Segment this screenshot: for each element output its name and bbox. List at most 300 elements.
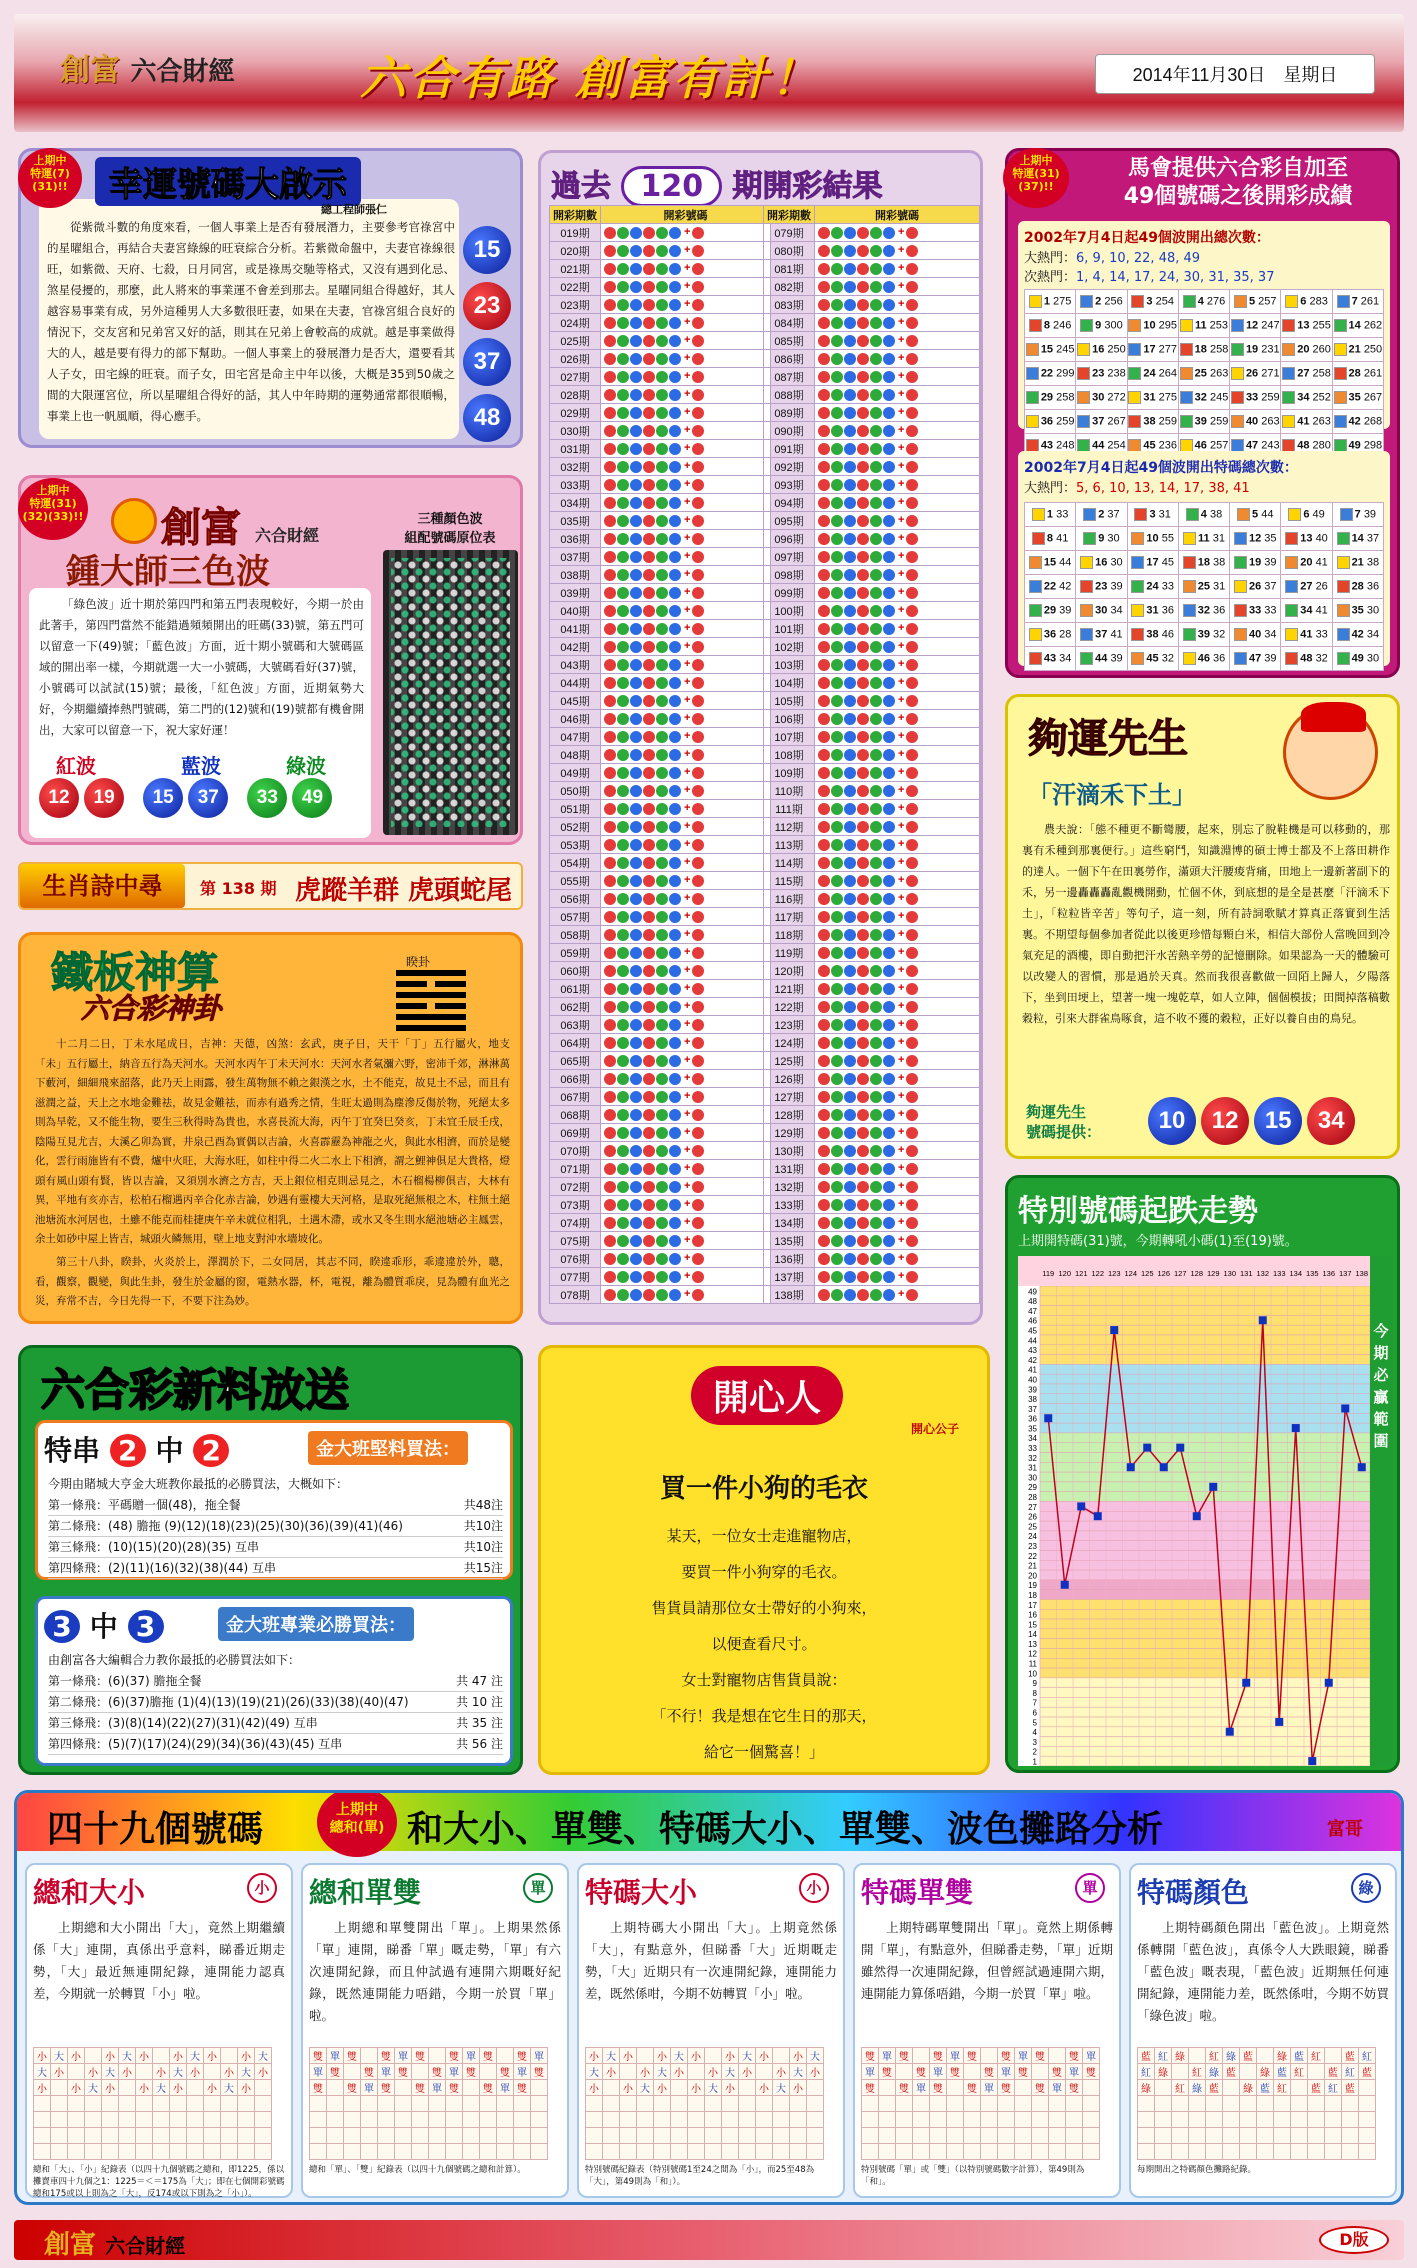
result-balls: + <box>601 1196 771 1214</box>
result-period: 098期 <box>764 566 815 584</box>
card-title: 特碼大小 <box>585 1876 698 1909</box>
result-balls: + <box>815 782 980 800</box>
result-ball-icon <box>643 1235 655 1247</box>
hk-cell: 5 44 <box>1230 503 1281 527</box>
result-ball-icon <box>831 821 843 833</box>
trend-col-label: 127 <box>1173 1269 1187 1278</box>
result-ball-icon <box>656 1055 668 1067</box>
result-ball-icon <box>617 317 629 329</box>
result-row <box>550 422 771 440</box>
trend-chart <box>1018 1256 1392 1766</box>
result-ball-icon <box>831 371 843 383</box>
trend-col-label: 124 <box>1124 1269 1138 1278</box>
trend-row-label: 12 <box>1028 1649 1037 1659</box>
result-ball-icon <box>669 299 681 311</box>
result-ball-icon <box>643 281 655 293</box>
trend-row-label: 2 <box>1032 1747 1037 1757</box>
result-ball-icon <box>870 1001 882 1013</box>
result-ball-icon <box>818 839 830 851</box>
result-ball-icon <box>883 389 895 401</box>
trend-point <box>1226 1728 1234 1736</box>
result-period: 052期 <box>550 818 601 836</box>
result-ball-icon <box>831 551 843 563</box>
hk-cell: 12 247 <box>1230 314 1281 338</box>
result-period: 025期 <box>550 332 601 350</box>
result-period: 026期 <box>550 350 601 368</box>
result-row <box>550 296 771 314</box>
result-ball-icon <box>617 1199 629 1211</box>
result-ball-icon <box>870 1055 882 1067</box>
result-row <box>550 332 771 350</box>
result-ball-icon <box>669 893 681 905</box>
result-ball-icon <box>906 803 918 815</box>
result-ball-icon <box>870 839 882 851</box>
result-ball-icon <box>831 641 843 653</box>
result-ball-icon <box>883 1199 895 1211</box>
hk-cell: 29 39 <box>1025 599 1076 623</box>
result-ball-icon <box>630 299 642 311</box>
result-row <box>550 980 771 998</box>
trend-col-label: 137 <box>1338 1269 1352 1278</box>
result-ball-icon <box>669 1181 681 1193</box>
result-ball-icon <box>692 569 704 581</box>
result-ball-icon <box>831 515 843 527</box>
result-ball-icon <box>669 443 681 455</box>
result-balls: + <box>601 692 771 710</box>
hk-section-1: 2002年7月4日起49個波開出總次數： 大熱門：6, 9, 10, 22, 48, 49 次熱門：1, 4, 14, 17, 24, 30, 31, 35, 37 1 275 2 256 3 254 4 276 5 257 6 283 7 261 8 246 9 300 10 295 11 253 12 247 13 255 14 262 15 245 16 250 17 277 18 258 19 231 20 260 21 250 22 299 23 238 24 264 25 263 26 271 27 258 28 261 29 258 30 272 31 275 32 245 33 259 34 252 35 267 36 259 37 267 38 259 39 259 40 263 41 263 42 268 43 248 44 254 45 236 46 257 47 243 48 280 49 298 <box>1018 221 1390 429</box>
box-3of3-n2: 3 <box>128 1610 164 1643</box>
result-ball-icon <box>604 1091 616 1103</box>
result-ball-icon <box>857 1019 869 1031</box>
result-period: 106期 <box>764 710 815 728</box>
result-ball-icon <box>656 1109 668 1121</box>
result-ball-icon <box>906 389 918 401</box>
result-balls: + <box>815 854 980 872</box>
result-row <box>550 494 771 512</box>
result-period: 064期 <box>550 1034 601 1052</box>
result-ball-icon <box>844 425 856 437</box>
result-ball-icon <box>656 911 668 923</box>
result-ball-icon <box>906 533 918 545</box>
result-ball-icon <box>643 587 655 599</box>
trend-point <box>1160 1463 1168 1471</box>
result-ball-icon <box>630 497 642 509</box>
trend-side-char: 圍 <box>1373 1432 1389 1450</box>
result-row <box>550 458 771 476</box>
result-ball-icon <box>844 1127 856 1139</box>
result-ball-icon <box>656 1037 668 1049</box>
trend-row-label: 31 <box>1028 1463 1037 1473</box>
triple-text: 「綠色波」近十期於第四門和第五門表現較好，今期一於由此著手，第四門當然不能錯過頻頻開出的旺碼(33)號，第五門可以留意一下(49)號；「藍色波」方面，近十期小號碼和大號碼區域的開出率一樣，今期就選一大一小號碼，大號碼看好(37)號，小號碼可以試試(15)號；最後，「紅色波」方面，近期氣勢大好，今期繼續捧熱門號碼，第二門的(12)號和(19)號都有機會開出，大家可以留意一下，祝大家好運！ <box>39 597 364 737</box>
result-ball-icon <box>844 839 856 851</box>
result-balls: + <box>815 458 980 476</box>
hk-cell: 26 37 <box>1230 575 1281 599</box>
result-ball-icon <box>818 587 830 599</box>
result-row <box>550 314 771 332</box>
result-ball-icon <box>604 1181 616 1193</box>
triple-balls <box>39 778 369 818</box>
result-ball-icon <box>870 1163 882 1175</box>
result-ball-icon <box>630 1253 642 1265</box>
result-row <box>550 692 771 710</box>
hk-cell: 3 254 <box>1127 290 1178 314</box>
result-period: 105期 <box>764 692 815 710</box>
result-ball-icon <box>643 749 655 761</box>
result-ball-icon <box>669 371 681 383</box>
result-period: 029期 <box>550 404 601 422</box>
box-3of3: 3 中 3 金大班專業必勝買法： 由創富各大編輯合力教你最抵的必勝買法如下： 第一條飛：(6)(37) 膽拖全餐 共 47 注 第二條飛：(6)(37)膽拖 (1)(4)(13)(19)(21)(26)(33)(38)(40)(47) 共 10 注 第三條飛：(3)(8)(14)(22)(27)(31)(42)(49) 互串 共 35 注 第四條飛：(5)(7)(17)(24)(29)(34)(36)(43)(45) 互串 共 56 注 <box>35 1596 513 1766</box>
result-ball-icon <box>656 983 668 995</box>
result-ball-icon <box>870 353 882 365</box>
result-row <box>764 926 980 944</box>
story-line: 某天，一位女士走進寵物店， <box>666 1527 862 1545</box>
hk-cell: 33 33 <box>1230 599 1281 623</box>
card-text: 上期特碼單雙開出「單」。竟然上期係轉開「單」，有點意外，但睇番走勢，「單」近期雖然得一次連開紀錄，但曾經試過連開六期，連開能力算係唔錯，今期一於買「單」啦。 <box>861 1920 1113 2001</box>
result-balls: + <box>601 548 771 566</box>
trend-side-char: 範 <box>1373 1410 1389 1428</box>
result-ball-icon <box>883 299 895 311</box>
result-ball-icon <box>669 947 681 959</box>
result-ball-icon <box>669 1127 681 1139</box>
result-row <box>550 566 771 584</box>
result-balls: + <box>815 1124 980 1142</box>
result-ball-icon <box>669 803 681 815</box>
result-ball-icon <box>643 263 655 275</box>
result-ball-icon <box>669 1199 681 1211</box>
result-row <box>550 620 771 638</box>
result-ball-icon <box>630 839 642 851</box>
result-ball-icon <box>818 875 830 887</box>
result-balls: + <box>601 260 771 278</box>
result-row <box>550 908 771 926</box>
result-period: 102期 <box>764 638 815 656</box>
bet-row: 第四條飛：(5)(7)(17)(24)(29)(34)(36)(43)(45) 互串 共 56 注 <box>48 1734 503 1755</box>
trend-row-label: 34 <box>1028 1434 1037 1444</box>
result-ball-icon <box>630 515 642 527</box>
box-2of2-n1: 2 <box>110 1434 146 1467</box>
result-ball-icon <box>831 677 843 689</box>
result-ball-icon <box>857 263 869 275</box>
hk-cell: 39 32 <box>1178 623 1229 647</box>
result-ball-icon <box>617 641 629 653</box>
result-period: 071期 <box>550 1160 601 1178</box>
result-balls: + <box>601 530 771 548</box>
result-ball-icon <box>870 893 882 905</box>
result-ball-icon <box>604 407 616 419</box>
result-ball-icon <box>692 1199 704 1211</box>
result-ball-icon <box>604 353 616 365</box>
result-ball-icon <box>844 317 856 329</box>
result-ball-icon <box>656 767 668 779</box>
result-row <box>764 530 980 548</box>
result-period: 050期 <box>550 782 601 800</box>
result-balls: + <box>815 1052 980 1070</box>
result-ball-icon <box>617 839 629 851</box>
result-ball-icon <box>857 1127 869 1139</box>
result-ball-icon <box>656 839 668 851</box>
hk-cell: 18 258 <box>1178 338 1229 362</box>
result-ball-icon <box>643 839 655 851</box>
result-ball-icon <box>656 551 668 563</box>
lucky-title: 幸運號碼大啟示 <box>95 157 361 206</box>
result-ball-icon <box>630 893 642 905</box>
trend-point <box>1143 1444 1151 1452</box>
result-ball-icon <box>643 605 655 617</box>
result-ball-icon <box>643 1145 655 1157</box>
dog-title: 夠運先生 <box>1028 715 1188 762</box>
result-row <box>550 1268 771 1286</box>
result-ball-icon <box>818 659 830 671</box>
hk-cell: 31 36 <box>1127 599 1178 623</box>
happy-title: 開心人 <box>691 1366 843 1425</box>
result-period: 034期 <box>550 494 601 512</box>
result-ball-icon <box>692 515 704 527</box>
result-ball-icon <box>669 1037 681 1049</box>
trend-row-label: 32 <box>1028 1453 1037 1463</box>
result-ball-icon <box>831 299 843 311</box>
result-period: 118期 <box>764 926 815 944</box>
result-ball-icon <box>870 1235 882 1247</box>
result-ball-icon <box>669 1217 681 1229</box>
result-row <box>764 332 980 350</box>
trend-point <box>1308 1757 1316 1765</box>
result-row <box>550 1196 771 1214</box>
result-ball-icon <box>692 317 704 329</box>
result-ball-icon <box>818 713 830 725</box>
result-ball-icon <box>692 299 704 311</box>
result-ball-icon <box>906 1019 918 1031</box>
hk-cell: 24 33 <box>1127 575 1178 599</box>
result-ball-icon <box>643 911 655 923</box>
trend-row-label: 15 <box>1028 1620 1037 1630</box>
hk-cell: 24 264 <box>1127 362 1178 386</box>
hk-cell: 49 298 <box>1332 434 1383 458</box>
result-ball-icon <box>818 1145 830 1157</box>
hk-cell: 13 255 <box>1281 314 1332 338</box>
result-ball-icon <box>883 929 895 941</box>
result-ball-icon <box>870 1289 882 1301</box>
result-ball-icon <box>844 1163 856 1175</box>
result-ball-icon <box>643 1019 655 1031</box>
result-ball-icon <box>906 659 918 671</box>
dog-label: 夠運先生 號碼提供： <box>1026 1103 1102 1141</box>
hk-cell: 19 39 <box>1230 551 1281 575</box>
result-ball-icon <box>630 407 642 419</box>
result-balls: + <box>601 800 771 818</box>
trend-row-label: 4 <box>1032 1728 1037 1738</box>
result-ball-icon <box>692 443 704 455</box>
trend-row-label: 29 <box>1028 1483 1037 1493</box>
trend-col-label: 125 <box>1140 1269 1154 1278</box>
result-period: 082期 <box>764 278 815 296</box>
result-ball-icon <box>870 299 882 311</box>
result-period: 077期 <box>550 1268 601 1286</box>
analysis-card <box>853 1863 1121 2198</box>
result-row <box>550 242 771 260</box>
result-ball-icon <box>844 1289 856 1301</box>
result-period: 086期 <box>764 350 815 368</box>
analysis-title-b: 和大小、單雙、特碼大小、單雙、波色攤路分析 <box>407 1808 1164 1850</box>
result-ball-icon <box>844 515 856 527</box>
result-ball-icon <box>870 1253 882 1265</box>
result-balls: + <box>815 1268 980 1286</box>
hk-cell: 30 272 <box>1076 386 1127 410</box>
trend-row-label: 6 <box>1032 1708 1037 1718</box>
result-ball-icon <box>643 1001 655 1013</box>
result-ball-icon <box>617 821 629 833</box>
result-ball-icon <box>669 1289 681 1301</box>
trend-row-label: 28 <box>1028 1493 1037 1503</box>
result-ball-icon <box>692 929 704 941</box>
result-ball-icon <box>857 425 869 437</box>
result-balls: + <box>601 656 771 674</box>
result-ball-icon <box>818 1199 830 1211</box>
col-numbers: 開彩號碼 <box>815 206 980 224</box>
result-ball-icon <box>818 461 830 473</box>
result-period: 081期 <box>764 260 815 278</box>
hk-cell: 25 263 <box>1178 362 1229 386</box>
result-ball-icon <box>604 929 616 941</box>
result-ball-icon <box>844 461 856 473</box>
result-ball-icon <box>617 533 629 545</box>
result-period: 059期 <box>550 944 601 962</box>
result-ball-icon <box>604 1109 616 1121</box>
result-balls: + <box>815 386 980 404</box>
result-ball-icon <box>617 1163 629 1175</box>
result-ball-icon <box>870 587 882 599</box>
hk-title: 馬會提供六合彩自加至 49個號碼之後開彩成績 <box>1123 156 1353 209</box>
result-ball-icon <box>669 911 681 923</box>
box-2of2-rows <box>48 1495 503 1579</box>
hk-cell: 41 263 <box>1281 410 1332 434</box>
result-row <box>550 476 771 494</box>
result-ball-icon <box>857 839 869 851</box>
result-row <box>550 584 771 602</box>
result-balls: + <box>601 944 771 962</box>
result-ball-icon <box>857 281 869 293</box>
hk-cell: 42 34 <box>1332 623 1383 647</box>
result-period: 020期 <box>550 242 601 260</box>
hk-cell: 36 259 <box>1025 410 1076 434</box>
result-ball-icon <box>857 569 869 581</box>
result-ball-icon <box>604 1019 616 1031</box>
result-row <box>550 746 771 764</box>
hk-cell: 43 248 <box>1025 434 1076 458</box>
box-2of2-intro: 今期由賭城大亨金大班教你最抵的必勝買法，大概如下： <box>48 1477 349 1491</box>
result-period: 060期 <box>550 962 601 980</box>
result-ball-icon <box>831 281 843 293</box>
zodiac-period: 第 138 期 <box>200 879 277 898</box>
hk-cell: 1 275 <box>1025 290 1076 314</box>
result-ball-icon <box>604 335 616 347</box>
result-ball-icon <box>669 767 681 779</box>
result-balls: + <box>815 1160 980 1178</box>
result-row <box>764 728 980 746</box>
trend-row-label: 44 <box>1028 1336 1037 1346</box>
result-ball-icon <box>630 1127 642 1139</box>
result-row <box>764 746 980 764</box>
brand-subtitle: 六合財經 <box>130 57 235 87</box>
result-ball-icon <box>818 641 830 653</box>
result-ball-icon <box>844 1217 856 1229</box>
result-row <box>550 836 771 854</box>
result-ball-icon <box>857 911 869 923</box>
result-ball-icon <box>617 1235 629 1247</box>
result-ball-icon <box>630 335 642 347</box>
result-ball-icon <box>906 1217 918 1229</box>
hk-cell: 6 283 <box>1281 290 1332 314</box>
result-ball-icon <box>844 569 856 581</box>
result-ball-icon <box>669 1253 681 1265</box>
result-ball-icon <box>818 857 830 869</box>
result-ball-icon <box>669 425 681 437</box>
result-ball-icon <box>669 1001 681 1013</box>
trend-title: 特別號碼起跌走勢 <box>1018 1194 1258 1229</box>
result-period: 101期 <box>764 620 815 638</box>
result-ball-icon <box>669 1091 681 1103</box>
result-ball-icon <box>692 731 704 743</box>
result-ball-icon <box>630 659 642 671</box>
result-ball-icon <box>692 479 704 491</box>
result-ball-icon <box>844 371 856 383</box>
hk-grid-1 <box>1024 289 1384 458</box>
bet-row: 第二條飛：(48) 膽拖 (9)(12)(18)(23)(25)(30)(36)(39)(41)(46) 共10注 <box>48 1516 503 1537</box>
result-ball-icon <box>617 281 629 293</box>
result-row <box>550 1034 771 1052</box>
result-ball-icon <box>692 1037 704 1049</box>
result-row <box>764 1016 980 1034</box>
result-ball-icon <box>883 1055 895 1067</box>
result-ball-icon <box>617 353 629 365</box>
result-row <box>764 872 980 890</box>
issue-date: 2014年11月30日 星期日 <box>1095 54 1375 94</box>
result-ball-icon <box>630 479 642 491</box>
result-row <box>550 1160 771 1178</box>
result-ball-icon <box>617 731 629 743</box>
result-row <box>550 764 771 782</box>
result-period: 112期 <box>764 818 815 836</box>
result-ball-icon <box>831 713 843 725</box>
result-balls: + <box>815 872 980 890</box>
result-ball-icon <box>643 1055 655 1067</box>
result-row <box>550 404 771 422</box>
result-ball-icon <box>630 821 642 833</box>
result-period: 103期 <box>764 656 815 674</box>
result-ball-icon <box>870 1199 882 1211</box>
result-ball-icon <box>844 1055 856 1067</box>
result-ball-icon <box>844 389 856 401</box>
result-ball-icon <box>844 677 856 689</box>
result-row <box>764 404 980 422</box>
result-ball-icon <box>870 803 882 815</box>
result-ball-icon <box>692 749 704 761</box>
hk-cell: 44 39 <box>1076 647 1127 671</box>
result-balls: + <box>815 1070 980 1088</box>
result-ball-icon <box>883 1271 895 1283</box>
result-ball-icon <box>604 389 616 401</box>
trend-point <box>1077 1502 1085 1510</box>
result-ball-icon <box>906 335 918 347</box>
result-ball-icon <box>643 335 655 347</box>
result-ball-icon <box>844 929 856 941</box>
result-ball-icon <box>617 803 629 815</box>
result-balls: + <box>815 404 980 422</box>
zodiac-poem: 虎蹤羊群 虎頭蛇尾 <box>295 876 513 906</box>
result-balls: + <box>815 926 980 944</box>
result-row <box>764 440 980 458</box>
result-ball-icon <box>831 1073 843 1085</box>
result-ball-icon <box>630 695 642 707</box>
